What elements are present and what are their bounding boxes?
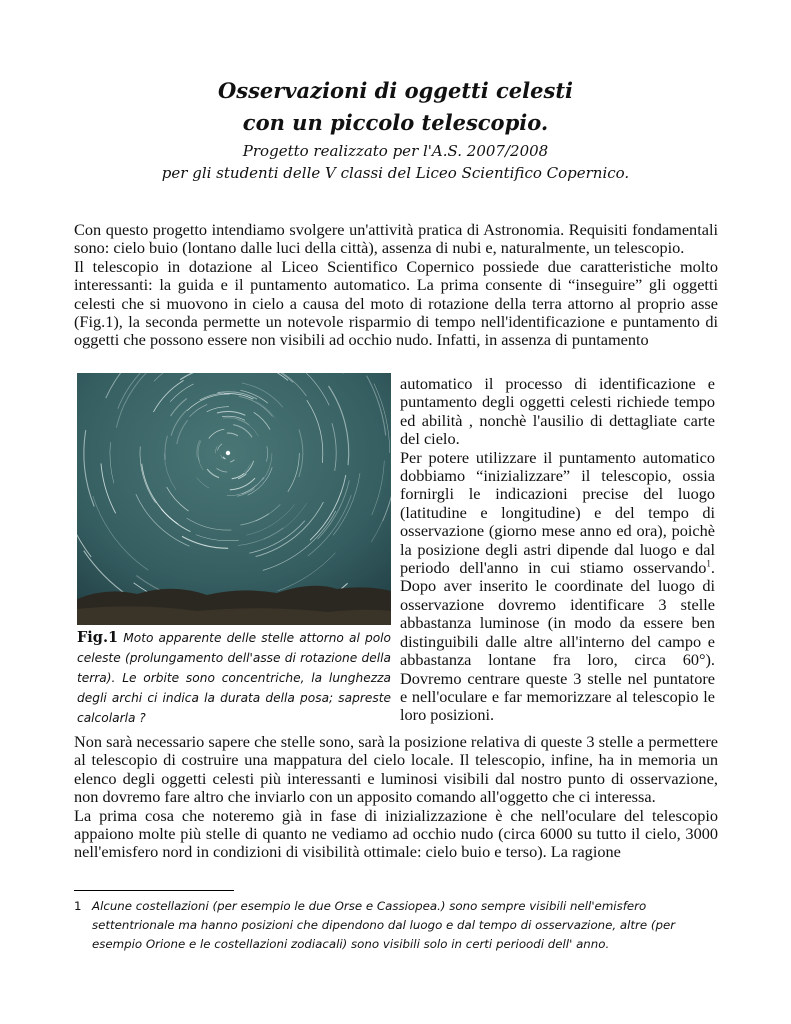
document-title-line-1: Osservazioni di oggetti celesti: [217, 78, 574, 103]
star-trails-photo: [77, 373, 391, 625]
footnote-reference[interactable]: 1: [706, 558, 711, 569]
figure-caption-text: Moto apparente delle stelle attorno al polo celeste (prolungamento dell'asse di rotazione della terra). Le orbite sono concentriche, la lunghezza degli archi ci indica la durata della posa; sapreste calcolarla ?: [77, 631, 392, 725]
intro-paragraph: [74, 221, 718, 350]
footnote-number: 1: [74, 899, 82, 913]
side-paragraph: [400, 375, 715, 725]
side-text-1: automatico il processo di identificazione e puntamento degli oggetti celesti richiede tempo ed abilità , nonchè l'ausilio di dettagliate carte del cielo. Per potere utilizzare il puntamento automatico dobbiamo “inizializzare” il telescopio, ossia fornirgli le indicazioni precise del luogo (latitudine e longitudine) e del tempo di osservazione (giorno mese anno ed ora), poichè la posizione degli astri dipende dal luogo e dal periodo dell'anno in cui stiamo osservando: [400, 374, 715, 578]
intro-text: Con questo progetto intendiamo svolgere un'attività pratica di Astronomia. Requisiti fondamentali sono: cielo buio (lontano dalle luci della città), assenza di nubi e, naturalmente, un telescopio. Il telescopio in dotazione al Liceo Scientifico Copernico possiede due caratteristiche molto interessanti: la guida e il puntamento automatico. La prima consente di “inseguire” gli oggetti celesti che si muovono in cielo a causa del moto di rotazione della terra attorno al proprio asse (Fig.1), la seconda permette un notevole risparmio di tempo nell'identificazione e puntamento di oggetti che possono essere non visibili ad occhio nudo. Infatti, in assenza di puntamento: [74, 220, 718, 350]
star-trails-image: [77, 373, 391, 625]
figure-label: Fig.1: [77, 629, 119, 646]
document-subtitle-line-1: Progetto realizzato per l'A.S. 2007/2008: [242, 142, 549, 160]
continuation-text: Non sarà necessario sapere che stelle sono, sarà la posizione relativa di queste 3 stelle a permettere al telescopio di costruire una mappatura del cielo locale. Il telescopio, infine, ha in memoria un elenco degli oggetti celesti più interessanti e luminosi visibili dal nostro punto di osservazione, non dovremo fare altro che inviarlo con un apposito comando all'oggetto che ci interessa. La prima cosa che noteremo già in fase di inizializzazione è che nell'oculare del telescopio appaiono molte più stelle di quanto ne vediamo ad occhio nudo (circa 6000 su tutto il cielo, 3000 nell'emisfero nord in condizioni di visibilità ottimale: cielo buio e terso). La ragione: [74, 732, 718, 862]
document-subtitle-line-2: per gli studenti delle V classi del Liceo Scientifico Copernico.: [161, 164, 630, 182]
footnote-separator: [74, 890, 234, 891]
polar-star: [226, 451, 230, 455]
continuation-paragraph: [74, 733, 718, 862]
figure-caption: [77, 628, 391, 728]
footnote-text: Alcune costellazioni (per esempio le due Orse e Cassiopea.) sono sempre visibili nell'emisfero settentrionale ma hanno posizioni che dipendono dal luogo e dal tempo di osservazione, altre (per esempio Orione e le costellazioni zodiacali) sono visibili solo in certi perioodi dell' anno.: [92, 899, 676, 951]
footnote: [74, 897, 714, 954]
document-title-line-2: con un piccolo telescopio.: [242, 110, 549, 135]
side-text-2: . Dopo aver inserito le coordinate del luogo di osservazione dovremo identificare 3 stelle abbastanza luminose (in modo da essere ben distinguibili dalle altre all'interno del campo e abbastanza lontane fra loro, circa 60°). Dovremo centrare queste 3 stelle nel puntatore e nell'oculare e far memorizzare al telescopio le loro posizioni.: [400, 558, 715, 725]
